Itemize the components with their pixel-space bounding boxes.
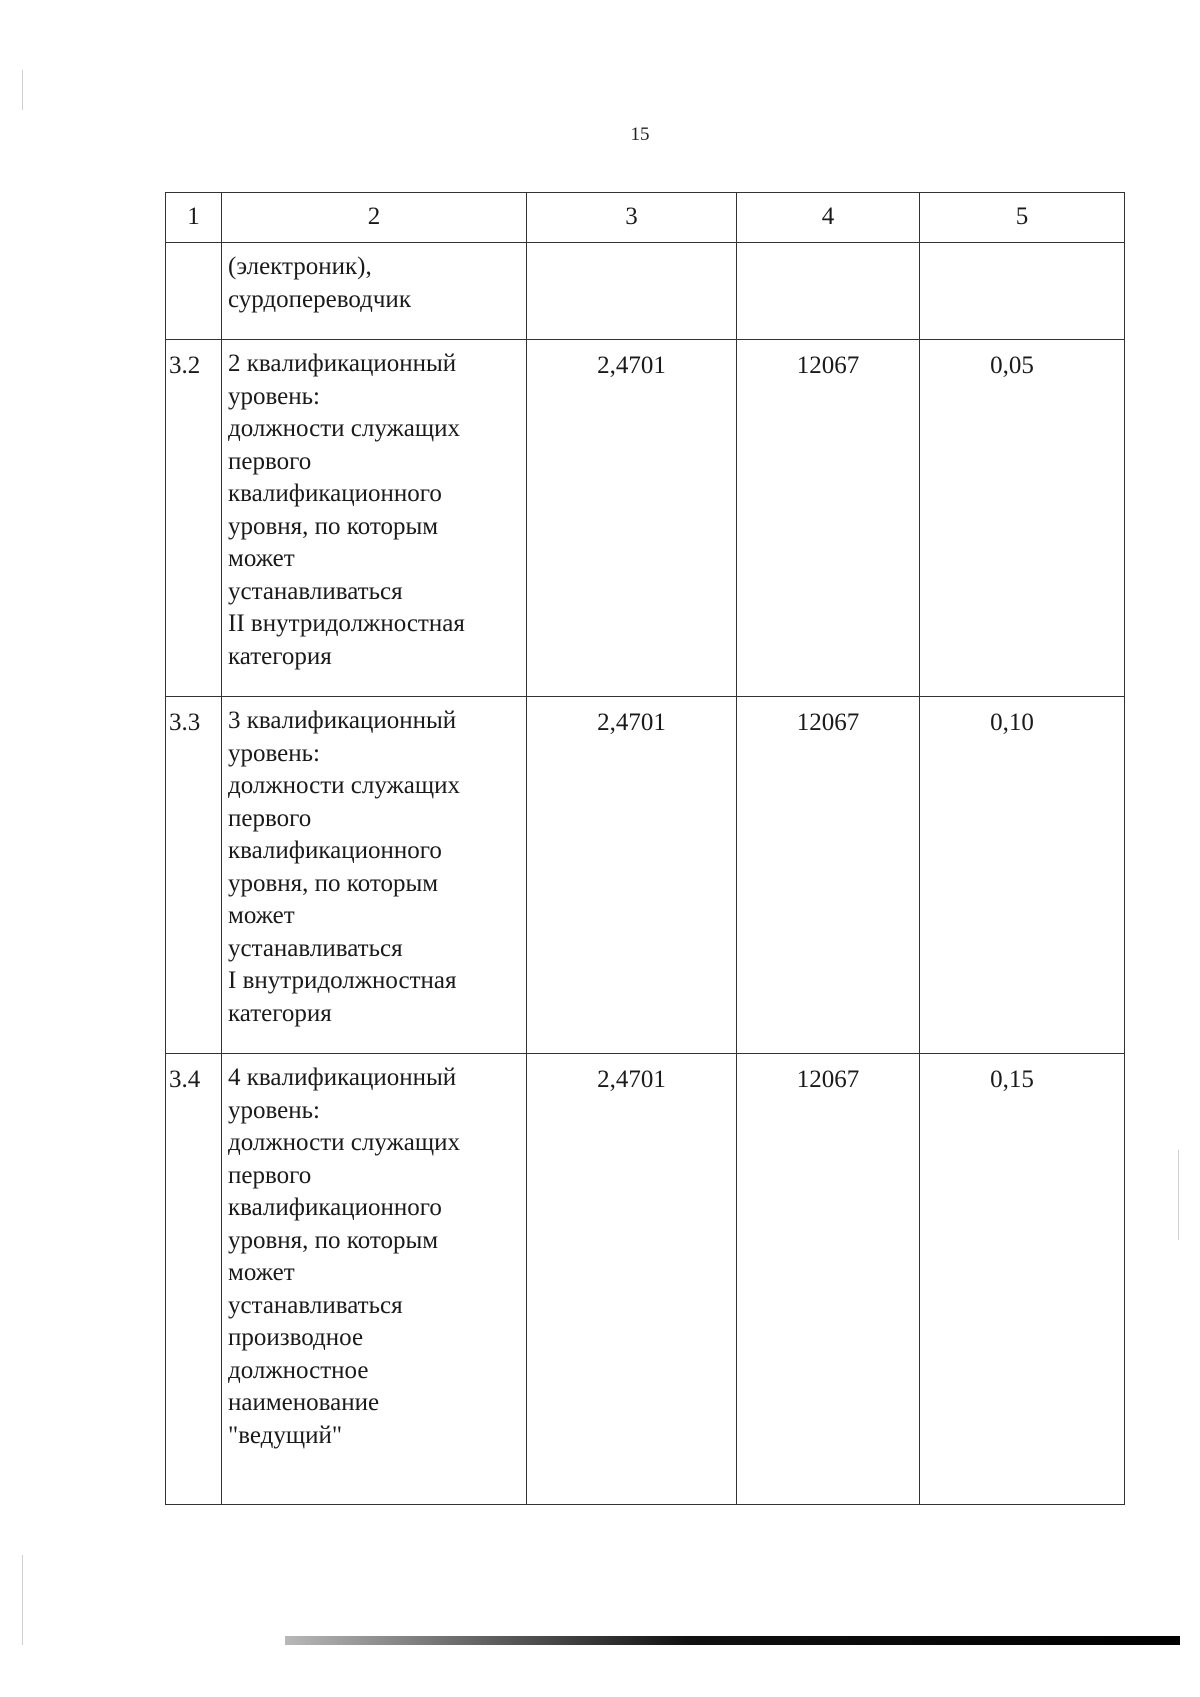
salary-value [737, 243, 920, 340]
bottom-rule [285, 1636, 1180, 1645]
description-line: (электроник), [228, 253, 372, 280]
description-line: может [228, 1259, 295, 1286]
description-line: категория [228, 642, 332, 670]
increase-value: 0,10 [920, 697, 1125, 1054]
description-line: должности служащих [228, 415, 461, 442]
increase-value [920, 243, 1125, 340]
table-row [166, 697, 1125, 1054]
increase-value: 0,05 [920, 340, 1125, 697]
description-line: устанавливаться [228, 1291, 403, 1319]
table-row [166, 243, 1125, 340]
row-number [166, 243, 222, 340]
description-line: уровень: [228, 1096, 320, 1124]
description-line: должности служащих [228, 772, 461, 799]
description-line: первого [228, 447, 312, 475]
description-line: первого [228, 1161, 312, 1189]
description-line: "ведущий" [228, 1421, 343, 1449]
page-number: 15 [630, 124, 650, 145]
position-description [222, 340, 527, 697]
description-line: устанавливаться [228, 934, 403, 962]
coefficient-value: 2,4701 [527, 1054, 737, 1505]
description-line: наименование [228, 1389, 380, 1416]
salary-value: 12067 [737, 1054, 920, 1505]
position-description [222, 697, 527, 1054]
header-cell: 4 [737, 193, 920, 243]
description-line: уровня, по которым [228, 869, 439, 897]
description-line: может [228, 545, 295, 572]
header-cell: 1 [166, 193, 222, 243]
description-line: должностное [228, 1356, 369, 1384]
description-line: II внутридолжностная [228, 610, 465, 637]
description-line: устанавливаться [228, 577, 403, 605]
description-line: должности служащих [228, 1129, 461, 1156]
position-description [222, 243, 527, 340]
description-line: первого [228, 804, 312, 832]
scan-edge-mark [22, 70, 23, 110]
coefficient-value [527, 243, 737, 340]
description-line: 4 квалификационный [228, 1064, 457, 1091]
header-cell: 2 [222, 193, 527, 243]
row-number: 3.2 [166, 340, 222, 697]
row-number: 3.3 [166, 697, 222, 1054]
salary-value: 12067 [737, 340, 920, 697]
description-line: квалификационного [228, 480, 442, 507]
description-line: сурдопереводчик [228, 285, 411, 313]
header-cell: 5 [920, 193, 1125, 243]
table-header-row [166, 193, 1125, 243]
description-line: уровня, по которым [228, 1226, 439, 1254]
salary-value: 12067 [737, 697, 920, 1054]
description-line: уровень: [228, 739, 320, 767]
header-cell: 3 [527, 193, 737, 243]
description-line: 3 квалификационный [228, 707, 457, 734]
description-line: квалификационного [228, 1194, 442, 1221]
increase-value: 0,15 [920, 1054, 1125, 1505]
description-line: производное [228, 1324, 364, 1351]
row-number: 3.4 [166, 1054, 222, 1505]
description-line: уровня, по которым [228, 512, 439, 540]
position-description [222, 1054, 527, 1505]
description-line: 2 квалификационный [228, 350, 457, 377]
table-row [166, 340, 1125, 697]
coefficient-value: 2,4701 [527, 697, 737, 1054]
description-line: уровень: [228, 382, 320, 410]
description-line: категория [228, 999, 332, 1027]
table-row [166, 1054, 1125, 1505]
description-line: I внутридолжностная [228, 967, 457, 994]
scan-edge-mark [1178, 1150, 1179, 1240]
description-line: может [228, 902, 295, 929]
rates-table [165, 192, 1125, 1505]
scan-edge-mark [22, 1555, 23, 1645]
coefficient-value: 2,4701 [527, 340, 737, 697]
description-line: квалификационного [228, 837, 442, 864]
